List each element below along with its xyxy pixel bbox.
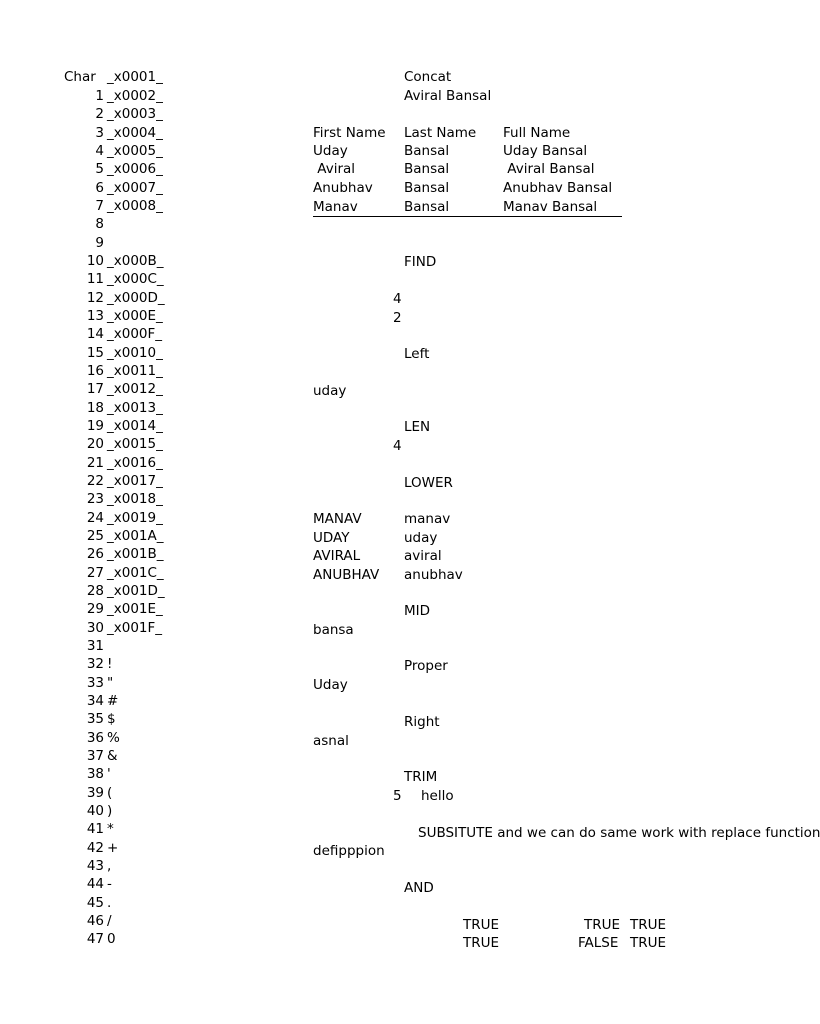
char-code-character[interactable]: /: [107, 913, 112, 929]
char-code-number[interactable]: 45: [86, 895, 104, 911]
char-code-character[interactable]: _x0015_: [107, 436, 163, 452]
right-result[interactable]: asnal: [313, 733, 349, 749]
char-code-character[interactable]: .: [107, 895, 112, 911]
char-code-number[interactable]: 28: [86, 583, 104, 599]
char-code-number[interactable]: 41: [86, 821, 104, 837]
char-code-character[interactable]: _x0012_: [107, 381, 163, 397]
char-code-character[interactable]: _x0002_: [107, 88, 163, 104]
char-code-character[interactable]: _x0017_: [107, 473, 163, 489]
lower-output[interactable]: manav: [404, 511, 451, 527]
char-code-number[interactable]: 17: [86, 381, 104, 397]
name-first-cell[interactable]: Uday: [313, 143, 348, 159]
char-code-character[interactable]: _x0018_: [107, 491, 163, 507]
and-value[interactable]: FALSE: [578, 935, 619, 951]
char-code-number[interactable]: 2: [95, 106, 104, 122]
and-label[interactable]: AND: [404, 880, 434, 896]
name-last-cell[interactable]: Bansal: [404, 180, 450, 196]
char-code-character[interactable]: _x001D_: [107, 583, 165, 599]
char-code-number[interactable]: 25: [86, 528, 104, 544]
char-code-number[interactable]: 19: [86, 418, 104, 434]
char-code-number[interactable]: 30: [86, 620, 104, 636]
char-label[interactable]: Char: [64, 69, 96, 85]
name-full-cell[interactable]: Aviral Bansal: [503, 161, 595, 177]
char-code-number[interactable]: 4: [95, 143, 104, 159]
find-result[interactable]: 4: [393, 291, 402, 307]
char-code-character[interactable]: _x001F_: [107, 620, 163, 636]
char-code-header[interactable]: _x0001_: [107, 69, 163, 85]
proper-label[interactable]: Proper: [404, 658, 448, 674]
char-code-character[interactable]: _x0007_: [107, 180, 163, 196]
full-name-header[interactable]: Full Name: [503, 125, 571, 141]
char-code-number[interactable]: 34: [86, 693, 104, 709]
char-code-number[interactable]: 11: [86, 271, 104, 287]
char-code-character[interactable]: _x000E_: [107, 308, 163, 324]
char-code-character[interactable]: _x000B_: [107, 253, 164, 269]
char-code-character[interactable]: _x0008_: [107, 198, 163, 214]
char-code-number[interactable]: 12: [86, 290, 104, 306]
char-code-number[interactable]: 1: [95, 88, 104, 104]
char-code-number[interactable]: 36: [86, 730, 104, 746]
char-code-number[interactable]: 7: [95, 198, 104, 214]
mid-result[interactable]: bansa: [313, 622, 354, 638]
char-code-character[interactable]: _x0011_: [107, 363, 163, 379]
substitute-label[interactable]: SUBSITUTE and we can do same work with replace function: [418, 825, 820, 841]
lower-input[interactable]: ANUBHAV: [313, 567, 380, 583]
name-last-cell[interactable]: Bansal: [404, 161, 450, 177]
lower-input[interactable]: MANAV: [313, 511, 362, 527]
char-code-character[interactable]: 0: [107, 931, 116, 947]
last-name-header[interactable]: Last Name: [404, 125, 477, 141]
char-code-character[interactable]: ': [107, 766, 111, 782]
char-code-number[interactable]: 40: [86, 803, 104, 819]
char-code-number[interactable]: 10: [86, 253, 104, 269]
char-code-character[interactable]: ,: [107, 858, 112, 874]
char-code-number[interactable]: 16: [86, 363, 104, 379]
char-code-character[interactable]: %: [107, 730, 120, 746]
char-code-character[interactable]: _x0006_: [107, 161, 163, 177]
char-code-number[interactable]: 24: [86, 510, 104, 526]
char-code-character[interactable]: +: [107, 840, 119, 856]
name-full-cell[interactable]: Uday Bansal: [503, 143, 588, 159]
char-code-number[interactable]: 42: [86, 840, 104, 856]
substitute-result[interactable]: defipppion: [313, 843, 385, 859]
lower-input[interactable]: AVIRAL: [313, 548, 361, 564]
char-code-character[interactable]: _x000C_: [107, 271, 164, 287]
lower-input[interactable]: UDAY: [313, 530, 350, 546]
name-first-cell[interactable]: Manav: [313, 199, 358, 215]
name-last-cell[interactable]: Bansal: [404, 143, 450, 159]
lower-output[interactable]: aviral: [404, 548, 442, 564]
and-value[interactable]: TRUE: [630, 917, 667, 933]
trim-count[interactable]: 5: [393, 788, 402, 804]
char-code-number[interactable]: 3: [95, 125, 104, 141]
char-code-character[interactable]: !: [107, 656, 113, 672]
char-code-number[interactable]: 20: [86, 436, 104, 452]
and-value[interactable]: TRUE: [630, 935, 667, 951]
len-label[interactable]: LEN: [404, 419, 431, 435]
char-code-number[interactable]: 6: [95, 180, 104, 196]
proper-result[interactable]: Uday: [313, 677, 348, 693]
lower-output[interactable]: anubhav: [404, 567, 463, 583]
first-name-header[interactable]: First Name: [313, 125, 386, 141]
char-code-number[interactable]: 8: [95, 216, 104, 232]
name-first-cell[interactable]: Anubhav: [313, 180, 373, 196]
right-label[interactable]: Right: [404, 714, 440, 730]
char-code-character[interactable]: &: [107, 748, 118, 764]
char-code-character[interactable]: ): [107, 803, 113, 819]
char-code-number[interactable]: 5: [95, 161, 104, 177]
char-code-number[interactable]: 47: [86, 931, 104, 947]
header-row: [0, 68, 768, 86]
char-code-number[interactable]: 27: [86, 565, 104, 581]
char-code-number[interactable]: 9: [95, 235, 104, 251]
char-code-number[interactable]: 31: [86, 638, 104, 654]
char-code-character[interactable]: _x0014_: [107, 418, 163, 434]
char-code-number[interactable]: 33: [86, 675, 104, 691]
char-code-character[interactable]: ": [107, 675, 114, 691]
char-code-number[interactable]: 32: [86, 656, 104, 672]
trim-result[interactable]: hello: [421, 788, 454, 804]
lower-output[interactable]: uday: [404, 530, 438, 546]
and-value[interactable]: TRUE: [463, 935, 500, 951]
char-code-character[interactable]: _x0016_: [107, 455, 163, 471]
concat-result[interactable]: Aviral Bansal: [404, 88, 492, 104]
char-code-character[interactable]: _x001E_: [107, 601, 163, 617]
len-result[interactable]: 4: [393, 438, 402, 454]
char-code-number[interactable]: 23: [86, 491, 104, 507]
char-code-character[interactable]: -: [107, 876, 112, 892]
char-code-number[interactable]: 44: [86, 876, 104, 892]
char-code-character[interactable]: _x0004_: [107, 125, 163, 141]
name-first-cell[interactable]: Aviral: [313, 161, 356, 177]
char-code-number[interactable]: 15: [86, 345, 104, 361]
char-code-number[interactable]: 29: [86, 601, 104, 617]
char-code-character[interactable]: _x0010_: [107, 345, 163, 361]
char-code-number[interactable]: 35: [86, 711, 104, 727]
char-code-number[interactable]: 14: [86, 326, 104, 342]
and-value[interactable]: TRUE: [463, 917, 500, 933]
find-label[interactable]: FIND: [404, 254, 437, 270]
char-code-character[interactable]: _x001B_: [107, 546, 164, 562]
left-result[interactable]: uday: [313, 383, 347, 399]
char-code-number[interactable]: 37: [86, 748, 104, 764]
char-code-character[interactable]: _x0005_: [107, 143, 163, 159]
char-code-character[interactable]: _x000D_: [107, 290, 165, 306]
char-code-character[interactable]: #: [107, 693, 119, 709]
name-full-cell[interactable]: Manav Bansal: [503, 199, 598, 215]
char-code-number[interactable]: 43: [86, 858, 104, 874]
char-code-number[interactable]: 22: [86, 473, 104, 489]
char-code-number[interactable]: 18: [86, 400, 104, 416]
left-label[interactable]: Left: [404, 346, 430, 362]
char-code-number[interactable]: 26: [86, 546, 104, 562]
char-code-number[interactable]: 39: [86, 785, 104, 801]
name-full-cell[interactable]: Anubhav Bansal: [503, 180, 613, 196]
name-last-cell[interactable]: Bansal: [404, 199, 450, 215]
trim-label[interactable]: TRIM: [404, 769, 438, 785]
concat-label[interactable]: Concat: [404, 69, 452, 85]
find-result[interactable]: 2: [393, 310, 402, 326]
char-code-character[interactable]: (: [107, 785, 113, 801]
char-code-character[interactable]: _x0003_: [107, 106, 163, 122]
char-code-number[interactable]: 13: [86, 308, 104, 324]
and-value[interactable]: TRUE: [584, 917, 621, 933]
char-code-character[interactable]: $: [107, 711, 116, 727]
char-code-character[interactable]: _x001C_: [107, 565, 164, 581]
char-code-number[interactable]: 21: [86, 455, 104, 471]
char-code-number[interactable]: 38: [86, 766, 104, 782]
table-bottom-border: [313, 216, 622, 217]
mid-label[interactable]: MID: [404, 603, 431, 619]
char-code-number[interactable]: 46: [86, 913, 104, 929]
char-code-character[interactable]: _x001A_: [107, 528, 164, 544]
char-code-character[interactable]: _x0019_: [107, 510, 163, 526]
char-code-character[interactable]: *: [107, 821, 114, 837]
char-code-character[interactable]: _x000F_: [107, 326, 163, 342]
lower-label[interactable]: LOWER: [404, 475, 453, 491]
char-code-character[interactable]: _x0013_: [107, 400, 163, 416]
